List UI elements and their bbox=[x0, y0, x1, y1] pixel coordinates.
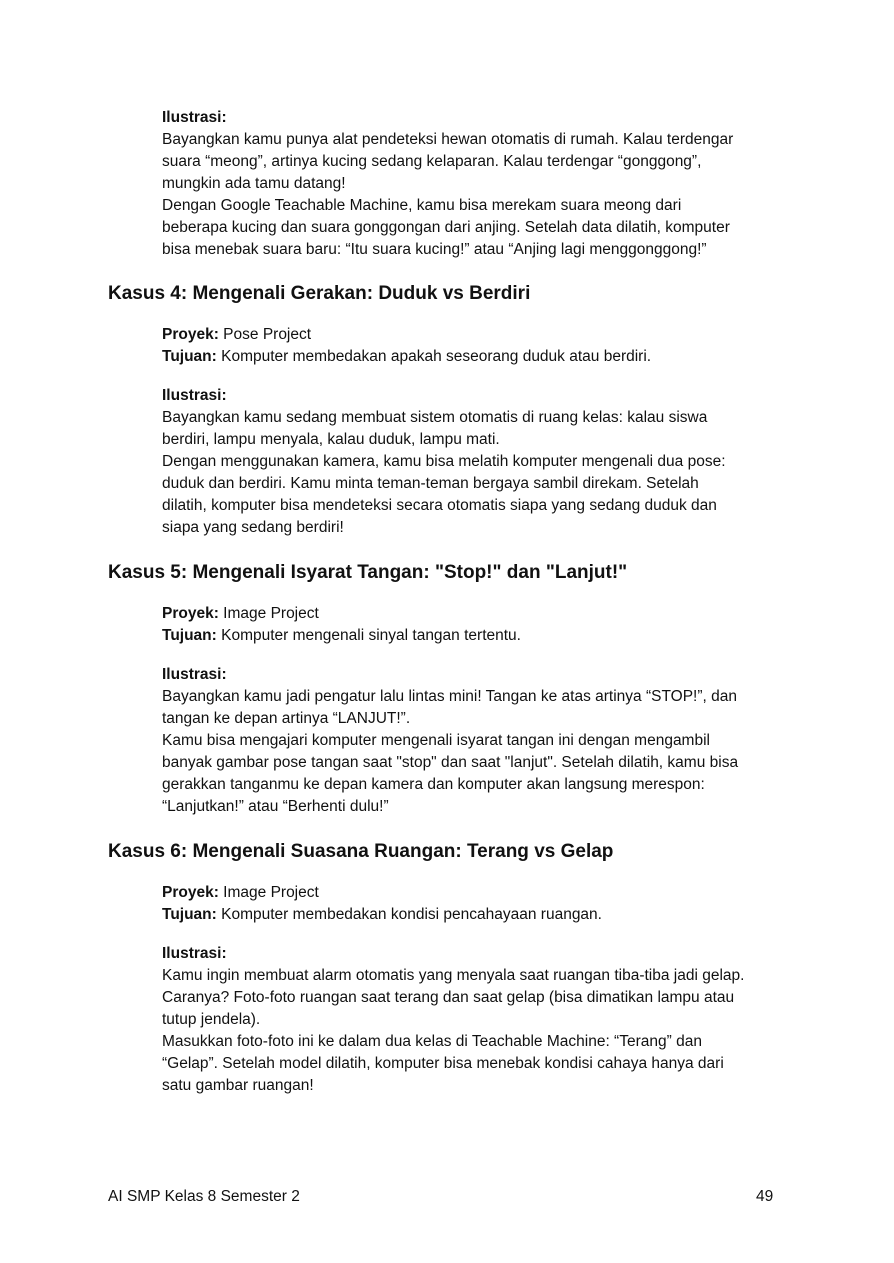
project-value: Pose Project bbox=[218, 326, 312, 343]
case-heading: Kasus 5: Mengenali Isyarat Tangan: "Stop!" dan "Lanjut!" bbox=[108, 562, 628, 583]
goal-value: Komputer membedakan kondisi pencahayaan ruangan. bbox=[216, 906, 602, 923]
body-line: Caranya? Foto-foto ruangan saat terang dan saat gelap (bisa dimatikan lampu atau bbox=[162, 989, 735, 1006]
body-line: Kamu ingin membuat alarm otomatis yang menyala saat ruangan tiba-tiba jadi gelap. bbox=[162, 967, 745, 984]
project-value: Image Project bbox=[218, 884, 319, 901]
goal-value: Komputer mengenali sinyal tangan tertentu. bbox=[216, 627, 521, 644]
body-line: gerakkan tanganmu ke depan kamera dan komputer akan langsung merespon: bbox=[162, 776, 705, 793]
goal-label: Tujuan: bbox=[162, 348, 217, 365]
body-line: tutup jendela). bbox=[162, 1011, 261, 1028]
project-label: Proyek: bbox=[162, 605, 219, 622]
project-value: Image Project bbox=[218, 605, 319, 622]
project-line bbox=[162, 882, 802, 904]
goal-label: Tujuan: bbox=[162, 906, 217, 923]
body-line: Masukkan foto-foto ini ke dalam dua kelas di Teachable Machine: “Terang” dan bbox=[162, 1033, 702, 1050]
body-line: Dengan Google Teachable Machine, kamu bisa merekam suara meong dari bbox=[162, 197, 682, 214]
body-line: mungkin ada tamu datang! bbox=[162, 175, 346, 192]
illustration-label: Ilustrasi: bbox=[162, 109, 227, 126]
footer-book-title: AI SMP Kelas 8 Semester 2 bbox=[108, 1188, 300, 1205]
body-line: “Gelap”. Setelah model dilatih, komputer bisa menebak kondisi cahaya hanya dari bbox=[162, 1055, 724, 1072]
body-line: duduk dan berdiri. Kamu minta teman-teman bergaya sambil direkam. Setelah bbox=[162, 475, 699, 492]
case-meta bbox=[162, 324, 802, 368]
goal-line bbox=[162, 904, 802, 926]
body-line: berdiri, lampu menyala, kalau duduk, lampu mati. bbox=[162, 431, 500, 448]
footer-page-number: 49 bbox=[756, 1188, 774, 1205]
project-line bbox=[162, 324, 802, 346]
goal-line bbox=[162, 625, 802, 647]
body-line: siapa yang sedang berdiri! bbox=[162, 519, 344, 536]
body-line: dilatih, komputer bisa mendeteksi secara otomatis siapa yang sedang duduk dan bbox=[162, 497, 717, 514]
body-line: tangan ke depan artinya “LANJUT!”. bbox=[162, 710, 411, 727]
case-illustration bbox=[162, 385, 802, 539]
body-line: Dengan menggunakan kamera, kamu bisa melatih komputer mengenali dua pose: bbox=[162, 453, 726, 470]
illustration-label: Ilustrasi: bbox=[162, 666, 227, 683]
illustration-label: Ilustrasi: bbox=[162, 387, 227, 404]
body-line: “Lanjutkan!” atau “Berhenti dulu!” bbox=[162, 798, 389, 815]
body-line: bisa menebak suara baru: “Itu suara kucing!” atau “Anjing lagi menggonggong!” bbox=[162, 241, 707, 258]
body-line: suara “meong”, artinya kucing sedang kelaparan. Kalau terdengar “gonggong”, bbox=[162, 153, 702, 170]
project-line bbox=[162, 603, 802, 625]
body-line: Bayangkan kamu jadi pengatur lalu lintas mini! Tangan ke atas artinya “STOP!”, dan bbox=[162, 688, 737, 705]
case-heading: Kasus 6: Mengenali Suasana Ruangan: Terang vs Gelap bbox=[108, 841, 614, 862]
body-line: banyak gambar pose tangan saat "stop" dan saat "lanjut". Setelah dilatih, kamu bisa bbox=[162, 754, 739, 771]
goal-label: Tujuan: bbox=[162, 627, 217, 644]
intro-illustration bbox=[162, 107, 802, 261]
illustration-label: Ilustrasi: bbox=[162, 945, 227, 962]
body-line: Bayangkan kamu punya alat pendeteksi hewan otomatis di rumah. Kalau terdengar bbox=[162, 131, 734, 148]
project-label: Proyek: bbox=[162, 884, 219, 901]
project-label: Proyek: bbox=[162, 326, 219, 343]
case-meta bbox=[162, 882, 802, 926]
case-illustration bbox=[162, 664, 802, 818]
case-illustration bbox=[162, 943, 802, 1097]
body-line: Bayangkan kamu sedang membuat sistem otomatis di ruang kelas: kalau siswa bbox=[162, 409, 708, 426]
body-line: beberapa kucing dan suara gonggongan dari anjing. Setelah data dilatih, komputer bbox=[162, 219, 730, 236]
goal-value: Komputer membedakan apakah seseorang duduk atau berdiri. bbox=[216, 348, 652, 365]
body-line: satu gambar ruangan! bbox=[162, 1077, 314, 1094]
goal-line bbox=[162, 346, 802, 368]
body-line: Kamu bisa mengajari komputer mengenali isyarat tangan ini dengan mengambil bbox=[162, 732, 710, 749]
case-heading: Kasus 4: Mengenali Gerakan: Duduk vs Berdiri bbox=[108, 283, 531, 304]
case-meta bbox=[162, 603, 802, 647]
